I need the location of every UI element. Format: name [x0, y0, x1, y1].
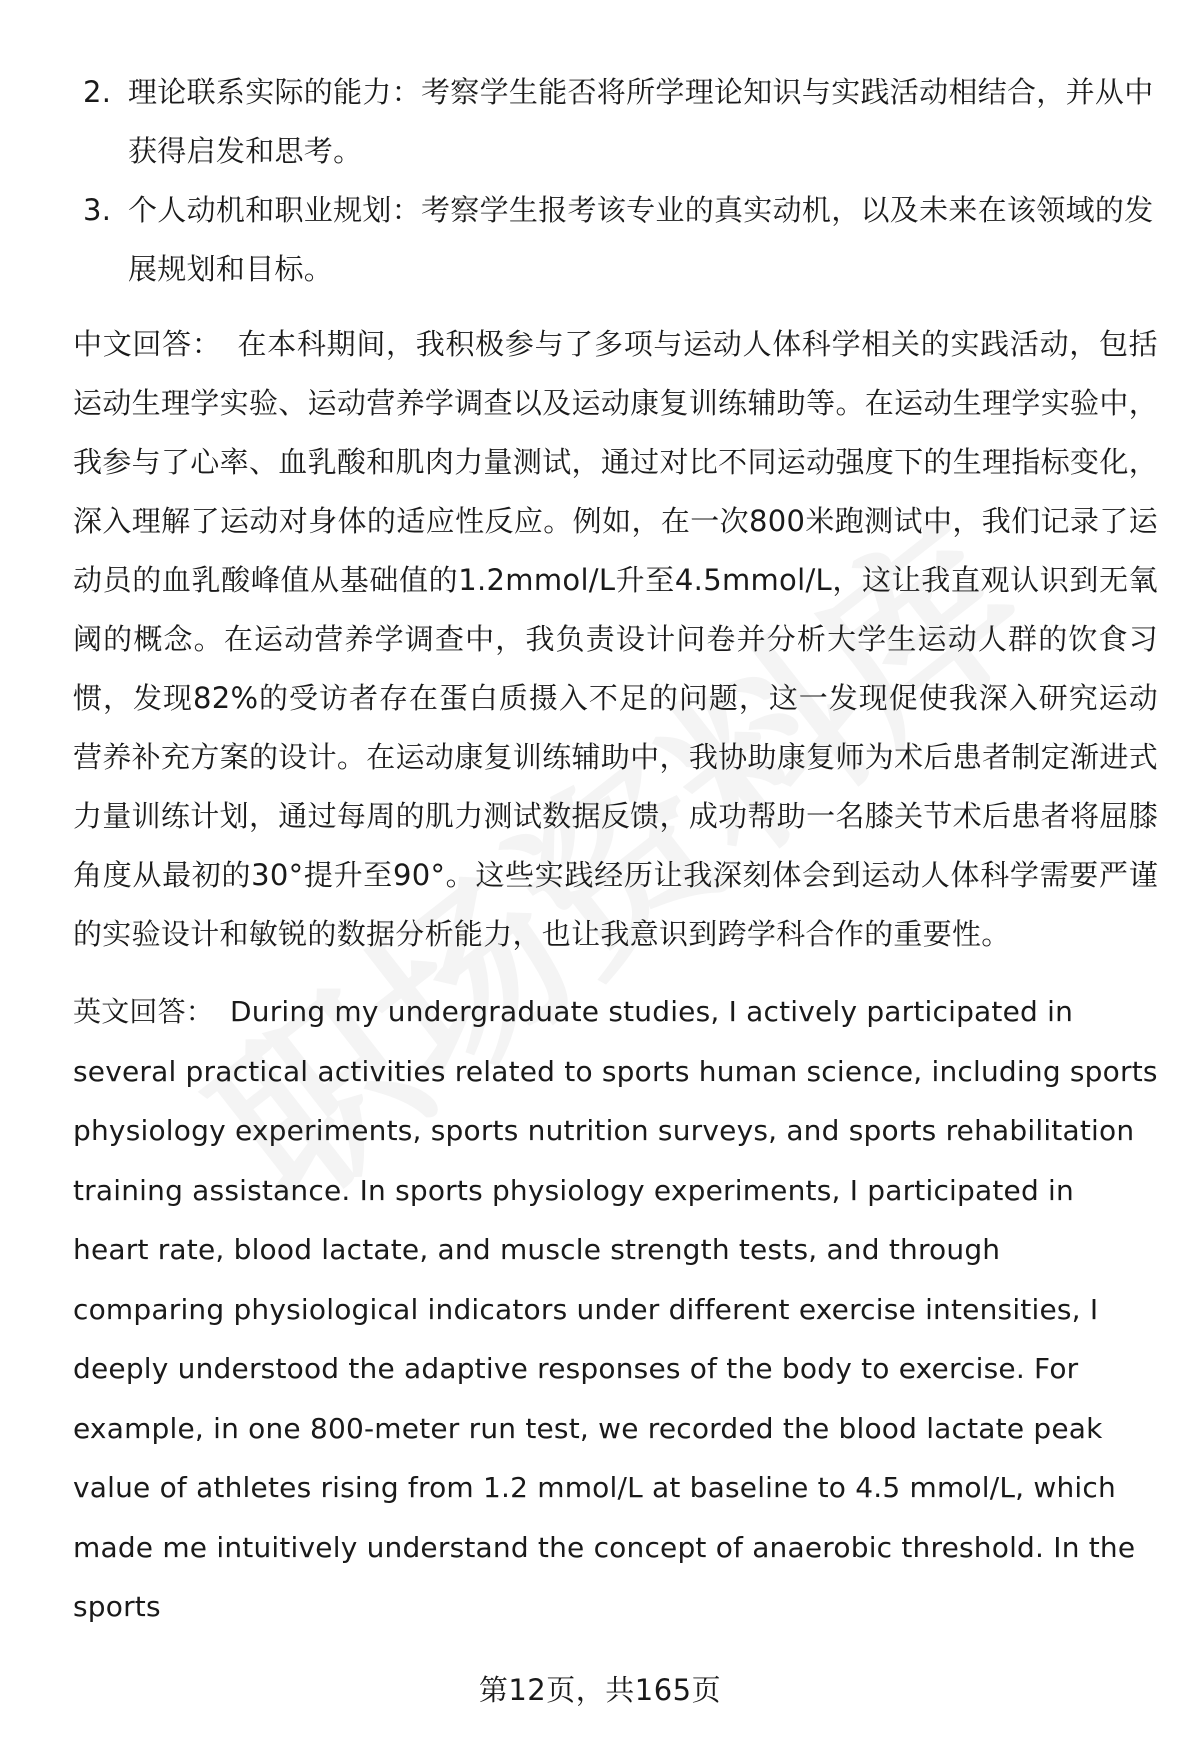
- english-answer-text: During my undergraduate studies, I actively participated in several practical activities related to sports human science, including sports physiology experiments, sports nutrition surveys, and sports rehabilitation training assistance. In sports physiology experiments, I participated in heart rate, blood lactate, and muscle strength tests, and through comparing physiological indicators under different exercise intensities, I deeply understood the adaptive responses of the body to exercise. For example, in one 800-meter run test, we recorded the blood lactate peak value of athletes rising from 1.2 mmol/L at baseline to 4.5 mmol/L, which made me intuitively understand the concept of anaerobic threshold. In the sports: [73, 995, 1158, 1623]
- criteria-number: 3.: [83, 193, 112, 227]
- page-content: [73, 63, 1158, 1655]
- english-answer-label: 英文回答：: [73, 995, 215, 1028]
- page-footer: 第12页，共165页: [478, 1673, 722, 1707]
- criteria-list: [73, 63, 1158, 299]
- criteria-text: 个人动机和职业规划：考察学生报考该专业的真实动机，以及未来在该领域的发展规划和目标。: [128, 193, 1154, 286]
- chinese-answer-text: 在本科期间，我积极参与了多项与运动人体科学相关的实践活动，包括运动生理学实验、运动营养学调查以及运动康复训练辅助等。在运动生理学实验中，我参与了心率、血乳酸和肌肉力量测试，通过对比不同运动强度下的生理指标变化，深入理解了运动对身体的适应性反应。例如，在一次800米跑测试中，我们记录了运动员的血乳酸峰值从基础值的1.2mmol/L升至4.5mmol/L，这让我直观认识到无氧阈的概念。在运动营养学调查中，我负责设计问卷并分析大学生运动人群的饮食习惯，发现82%的受访者存在蛋白质摄入不足的问题，这一发现促使我深入研究运动营养补充方案的设计。在运动康复训练辅助中，我协助康复师为术后患者制定渐进式力量训练计划，通过每周的肌力测试数据反馈，成功帮助一名膝关节术后患者将屈膝角度从最初的30°提升至90°。这些实践经历让我深刻体会到运动人体科学需要严谨的实验设计和敏锐的数据分析能力，也让我意识到跨学科合作的重要性。: [73, 327, 1158, 951]
- chinese-answer-label: 中文回答：: [73, 327, 222, 361]
- criteria-text: 理论联系实际的能力：考察学生能否将所学理论知识与实践活动相结合，并从中获得启发和思考。: [128, 75, 1154, 168]
- chinese-answer-paragraph: [73, 315, 1158, 964]
- criteria-number: 2.: [83, 75, 112, 109]
- criteria-item: [73, 181, 1158, 299]
- criteria-item: [73, 63, 1158, 181]
- english-answer-paragraph: [73, 982, 1158, 1637]
